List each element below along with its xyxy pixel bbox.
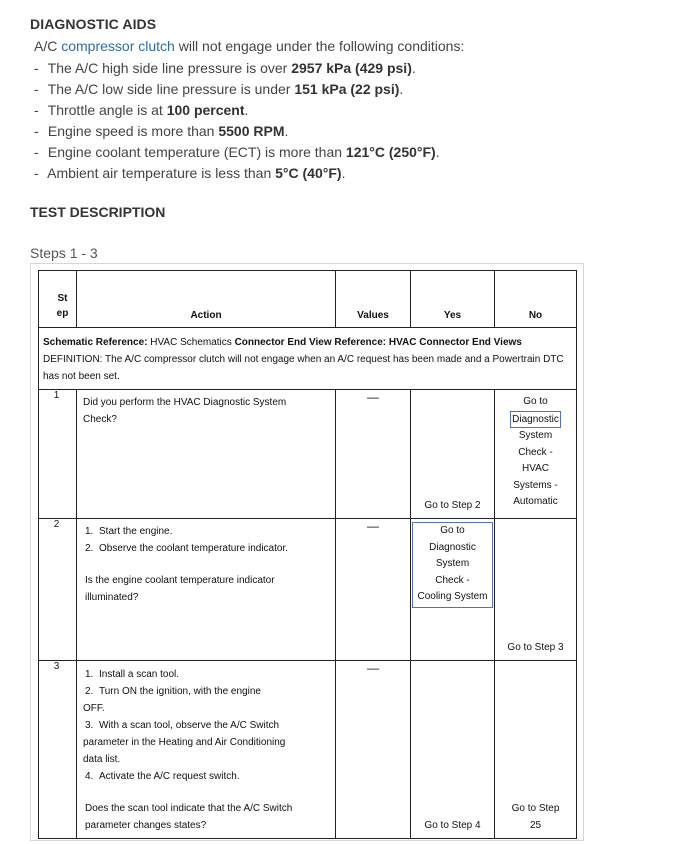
header-action: Action xyxy=(77,271,336,328)
diagnostic-aids-heading: DIAGNOSTIC AIDS xyxy=(30,16,157,32)
steps-table-frame xyxy=(30,263,584,841)
go-to-step-3-link[interactable]: Go to Step 3 xyxy=(507,642,564,653)
definition-text: DEFINITION: The A/C compressor clutch will not engage when an A/C request has been made and a Powertrain DTC has not been set. xyxy=(43,354,564,382)
cooling-system-check-link[interactable]: Go to Diagnostic System Check - Cooling System xyxy=(412,522,493,608)
condition-item: - Engine coolant temperature (ECT) is more than 121°C (250°F). xyxy=(34,144,440,160)
condition-item: - The A/C high side line pressure is over 2957 kPa (429 psi). xyxy=(34,60,416,76)
value-cell: — xyxy=(336,390,411,519)
step-number: 1 xyxy=(39,390,77,519)
compressor-clutch-link[interactable]: compressor clutch xyxy=(61,38,175,54)
table-row xyxy=(39,661,577,839)
table-header-row xyxy=(39,271,577,328)
steps-table xyxy=(38,270,577,839)
intro-prefix: A/C xyxy=(34,38,62,54)
no-cell xyxy=(495,519,577,661)
intro-suffix: will not engage under the following conditions: xyxy=(174,38,465,54)
condition-item: - Engine speed is more than 5500 RPM. xyxy=(34,123,289,139)
no-cell: Go to Diagnostic System Check - HVAC Systems - Automatic xyxy=(495,390,577,519)
header-values: Values xyxy=(336,271,411,328)
diagnostic-link[interactable]: Diagnostic xyxy=(510,411,561,428)
step-number: 2 xyxy=(39,519,77,661)
yes-cell xyxy=(411,390,495,519)
action-cell: 1. Install a scan tool. 2. Turn ON the ignition, with the engine OFF. 3. With a scan tool, observe the A/C Switch parameter in the Heating and Air Conditioning data list. 4. Activate the A/C request switch. Does the scan tool indicate that the A/C Switch parameter changes states? xyxy=(77,661,336,839)
go-to-step-25-link[interactable]: Go to Step 25 xyxy=(511,803,560,831)
yes-cell xyxy=(411,661,495,839)
test-description-heading: TEST DESCRIPTION xyxy=(30,204,166,220)
yes-cell xyxy=(411,519,495,661)
steps-caption: Steps 1 - 3 xyxy=(30,245,98,261)
schematic-reference-row xyxy=(39,328,577,390)
header-step: St ep xyxy=(39,271,77,328)
go-to-step-4-link[interactable]: Go to Step 4 xyxy=(424,820,481,831)
condition-item: - The A/C low side line pressure is under 151 kPa (22 psi). xyxy=(34,81,404,97)
condition-item: - Ambient air temperature is less than 5°C (40°F). xyxy=(34,165,346,181)
no-cell xyxy=(495,661,577,839)
header-yes: Yes xyxy=(411,271,495,328)
action-cell: Did you perform the HVAC Diagnostic System Check? xyxy=(77,390,336,519)
hvac-schematics-ref: HVAC Schematics xyxy=(147,337,235,348)
step-number: 3 xyxy=(39,661,77,839)
action-cell: 1. Start the engine. 2. Observe the coolant temperature indicator. Is the engine coolant temperature indicator illuminated? xyxy=(77,519,336,661)
table-row xyxy=(39,390,577,519)
value-cell: — xyxy=(336,519,411,661)
condition-item: - Throttle angle is at 100 percent. xyxy=(34,102,249,118)
header-no: No xyxy=(495,271,577,328)
go-to-step-2-link[interactable]: Go to Step 2 xyxy=(424,500,481,511)
schematic-reference-cell: Schematic Reference: HVAC Schematics Connector End View Reference: HVAC Connector End Views DEFINITION: The A/C compressor clutch will not engage when an A/C request has been made and a Powertrain DTC has not been set. xyxy=(39,328,577,390)
hvac-connector-ref: HVAC Connector End Views xyxy=(386,337,522,348)
intro-text xyxy=(34,38,464,54)
table-row xyxy=(39,519,577,661)
conditions-list xyxy=(34,58,440,184)
value-cell: — xyxy=(336,661,411,839)
